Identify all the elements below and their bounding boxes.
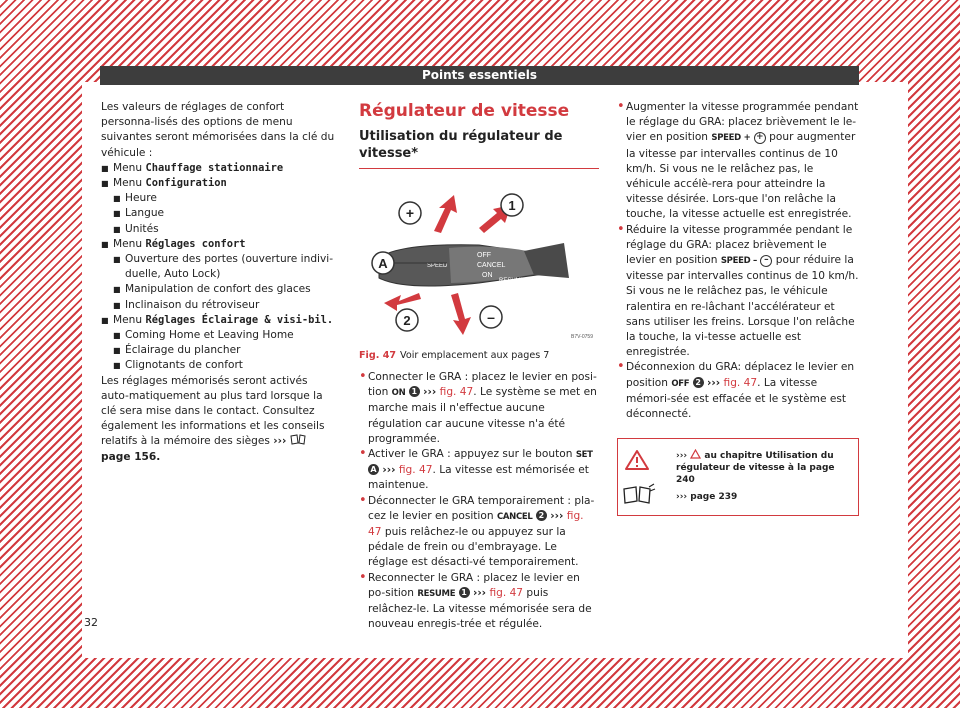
book-icon [622,483,656,505]
bullet-item: • Connecter le GRA : placez le levier en posi-tion ON 1 ››› fig. 47. Le système se met en marche mais il n'effectue aucune régulation car aucune vitesse n'a été programmée. [359,370,599,447]
bullet-item: • Activer le GRA : appuyez sur le bouton SET A ››› fig. 47. La vitesse est mémorisée et maintenue. [359,447,599,494]
page-number: 32 [84,616,98,629]
lever-cancel-text: CANCEL [477,262,506,269]
callout-plus: + [405,205,415,221]
callout-2: 2 [403,313,411,328]
submenu-item: ■ Coming Home et Leaving Home [101,328,337,343]
down-arrow-icon [451,293,471,335]
fig-link[interactable]: fig. 47 [439,386,474,399]
warning-icon [624,449,650,471]
book-icon [290,434,306,445]
submenu-item: ■ Manipulation de confort des glaces [101,282,337,297]
warning-small-icon [690,449,701,459]
figure-caption: Fig. 47 Voir emplacement aux pages 7 [359,350,550,361]
figure-code: B7V-0759 [571,334,593,340]
lever-diagram [359,183,599,343]
lever-speed-text: SPEED [427,263,448,269]
lever-off-text: OFF [477,252,491,259]
submenu-item: ■ Unités [101,222,337,237]
submenu-item: ■ Clignotants de confort [101,358,337,373]
submenu-item: ■ Heure [101,191,337,206]
note-box [617,438,859,516]
section-subtitle: Utilisation du régulateur de vitesse* [359,128,599,169]
submenu-item: ■ Langue [101,206,337,221]
note-page-ref[interactable]: ››› page 239 [676,492,738,503]
callout-minus: – [487,309,495,325]
fig-link[interactable]: fig. 47 [368,509,584,539]
lever-on-text: ON [482,272,493,279]
bullet-item: • Réduire la vitesse programmée pendant le réglage du GRA: placez brièvement le levier en position SPEED – – pour réduire la vitesse par intervalles continus de 10 km/h. Si vous ne le relâchez pas, le véhicule ralentira en re-lâchant l'accélérateur et sans utiliser les freins. Lorsque l'on relâche la touche, la vi-tesse actuelle est enregistrée. [617,223,859,361]
intro-text: Les valeurs de réglages de confort personna-lisés des options de menu suivantes seront mémorisées dans la clé du véhicule : [101,101,335,159]
submenu-item: ■ Inclinaison du rétroviseur [101,298,337,313]
bullet-item: • Augmenter la vitesse programmée pendant le réglage du GRA: placez brièvement le le-vier en position SPEED + + pour augmenter la vitesse par intervalles continus de 10 km/h. Si vous ne le relâchez pas, le véhicule accélè-rera pour atteindre la vitesse désirée. Lors-que l'on relâche la touche, la vitesse actuelle est enregistrée. [617,100,859,223]
bullet-item: • Reconnecter le GRA : placez le levier en po-sition RESUME 1 ››› fig. 47 puis relâchez-le. La vitesse mémorisée sera de nouveau enregis-trée et régulée. [359,571,599,633]
column-middle [359,100,599,632]
column-right [617,100,859,516]
menu-item: ■ Menu Réglages Éclairage & visi-bil. [101,313,337,328]
column-left [101,100,337,465]
submenu-item: ■ Éclairage du plancher [101,343,337,358]
fig-link[interactable]: fig. 47 [398,464,433,477]
lever-resume-text: RESUME [499,278,525,284]
callout-a: A [378,256,388,271]
outro-text: Les réglages mémorisés seront activés auto-matiquement au plus tard lorsque la clé sera mise dans le contact. Consultez également les informations et les conseils relatifs à la mémoire des sièges ››› page 156. [101,374,325,463]
lever-illustration [359,183,599,343]
page-link[interactable]: page 156. [101,450,161,463]
note-warning-ref[interactable]: ››› au chapitre Utilisation du régulateur de vitesse à la page 240 [676,451,835,486]
callout-1: 1 [508,198,516,213]
fig-link[interactable]: fig. 47 [489,586,524,599]
bullet-item: • Déconnexion du GRA: déplacez le levier en position OFF 2 ››› fig. 47. La vitesse mémori-sée est effacée et le système est déconnecté. [617,360,859,422]
up-arrow-icon [434,195,457,233]
section-header: Points essentiels [100,66,859,85]
bullet-item: • Déconnecter le GRA temporairement : pla-cez le levier en position CANCEL 2 ››› fig. 47 puis relâchez-le ou appuyez sur la pédale de frein ou d'embrayage. Le réglage est désacti-vé temporairement. [359,494,599,571]
section-title: Régulateur de vitesse [359,101,570,121]
menu-item: ■ Menu Réglages confort [101,237,337,252]
submenu-item: ■ Ouverture des portes (ouverture indivi-duelle, Auto Lock) [101,252,337,282]
menu-item: ■ Menu Chauffage stationnaire [101,161,337,176]
back-arrow-icon [384,293,421,311]
menu-item: ■ Menu Configuration [101,176,337,191]
fig-link[interactable]: fig. 47 [723,376,758,389]
